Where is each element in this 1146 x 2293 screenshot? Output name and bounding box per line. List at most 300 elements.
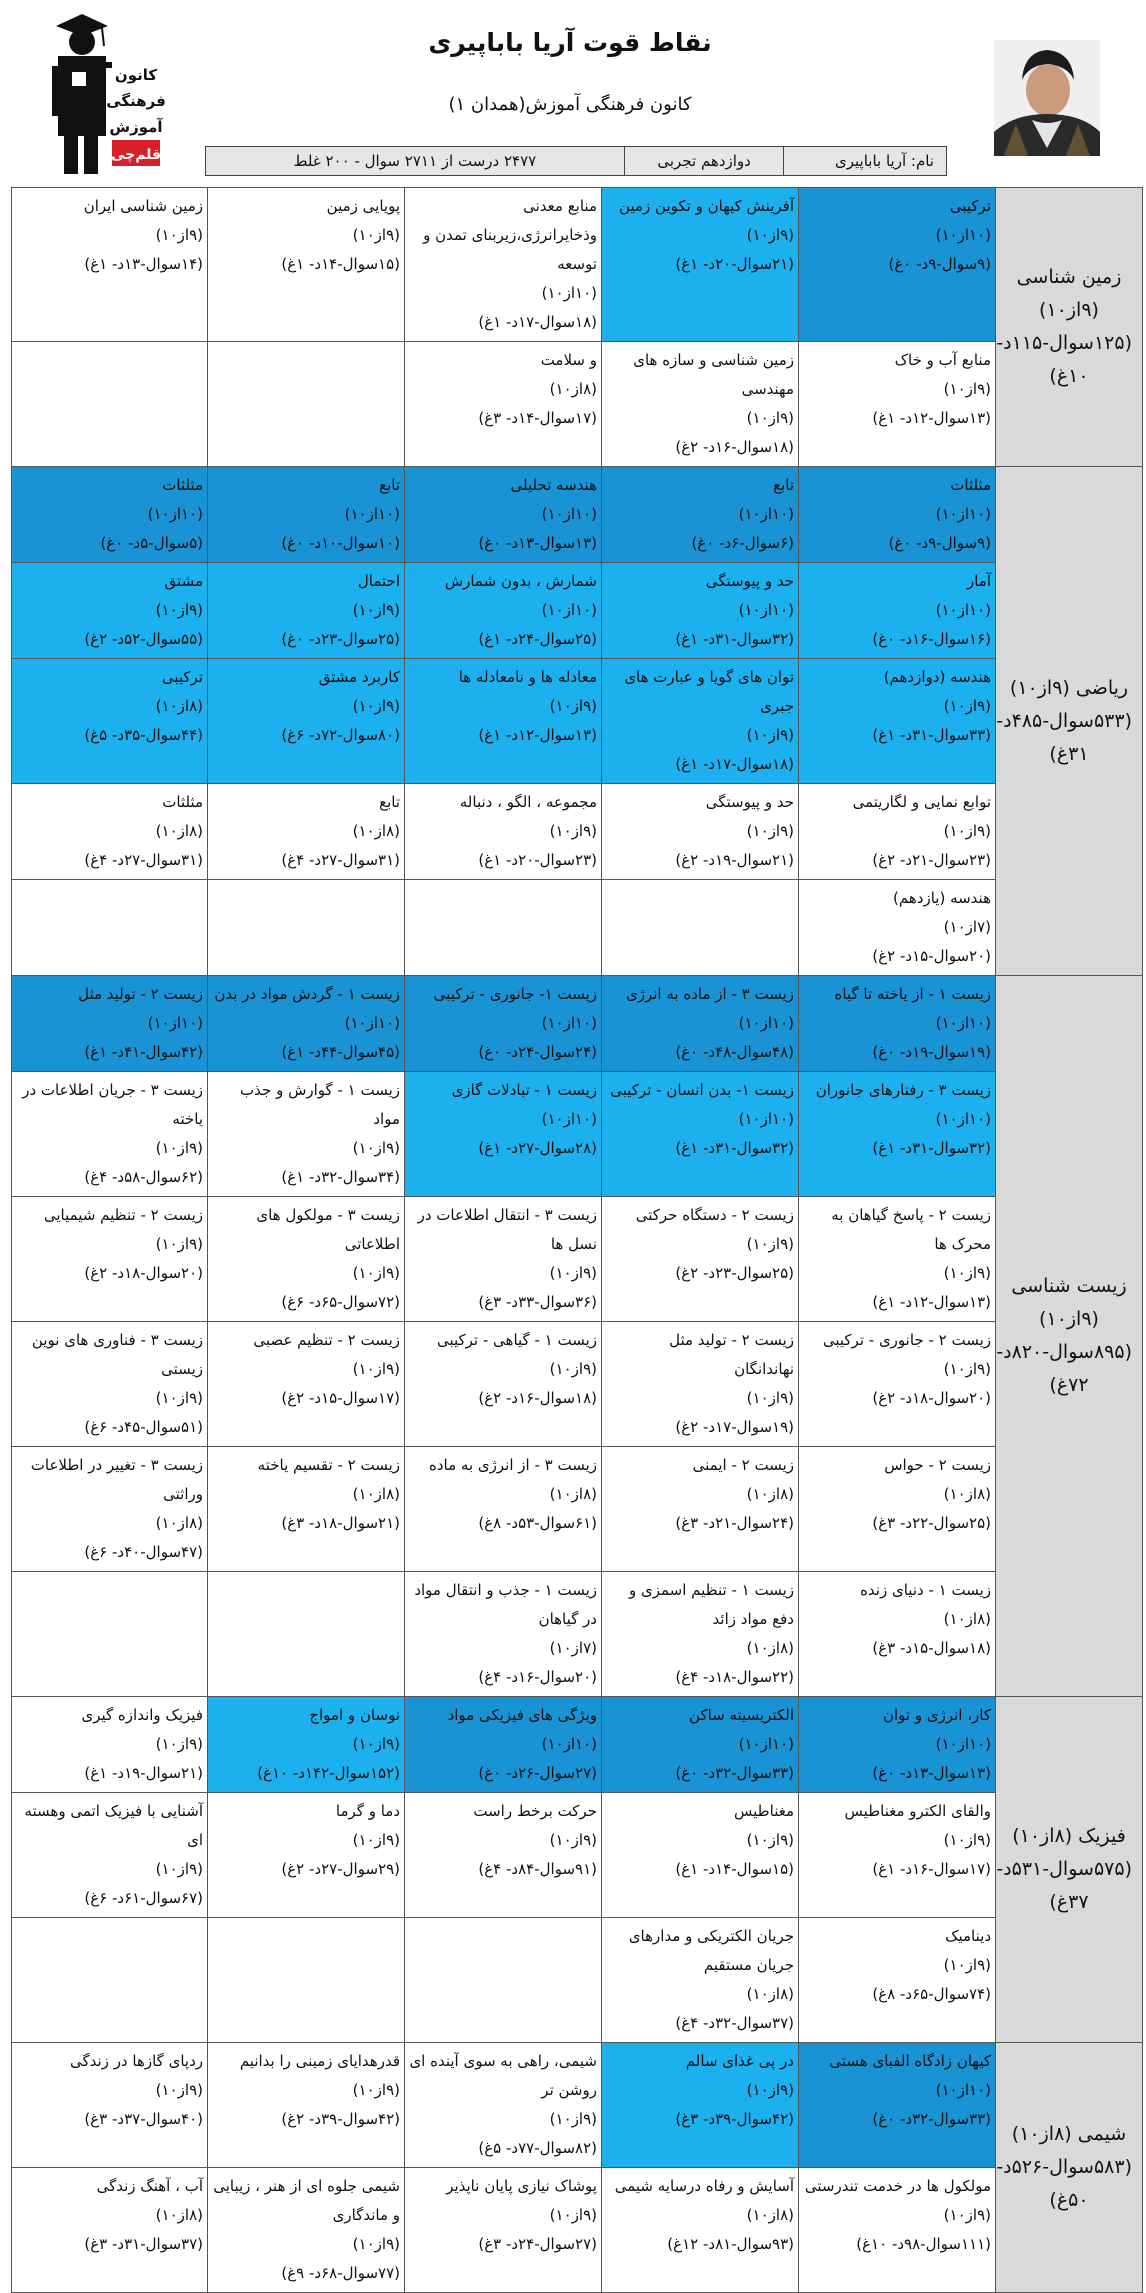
topic-cell: [799, 784, 996, 880]
topic-name: نوسان و امواج: [309, 1706, 400, 1724]
topic-cell: [12, 2168, 208, 2293]
topic-name: زیست ۱ - دنیای زنده: [860, 1581, 991, 1599]
topic-score: (۱۰از۱۰): [935, 1014, 991, 1032]
topic-name: آسایش و رفاه درسایه شیمی: [614, 2177, 794, 2195]
topic-row: [12, 880, 1143, 976]
topic-cell: [12, 1697, 208, 1793]
topic-counts: (۱۳سوال-۱۳د- ۰غ): [872, 1764, 991, 1782]
subject-summary: ریاضی (۹از۱۰) (۵۳۳سوال-۴۸۵د- ۳۱غ): [996, 467, 1143, 976]
topic-score: (۱۰از۱۰): [738, 505, 794, 523]
topic-name: زیست ۳ - جریان اطلاعات در یاخته: [22, 1081, 203, 1128]
topic-name: تابع: [379, 793, 400, 811]
topic-counts: (۸۰سوال-۷۲د- ۶غ): [281, 726, 400, 744]
topic-counts: (۲۷سوال-۲۶د- ۰غ): [478, 1764, 597, 1782]
topic-score: (۹از۱۰): [549, 1831, 597, 1849]
topic-name: زیست ۲ - تقسیم یاخته: [257, 1456, 400, 1474]
subject-summary: زیست شناسی (۹از۱۰) (۸۹۵سوال-۸۲۰د- ۷۲غ): [996, 976, 1143, 1697]
topic-cell: [208, 1793, 405, 1918]
topic-score: (۹از۱۰): [155, 601, 203, 619]
topic-counts: (۹سوال-۹د- ۰غ): [888, 534, 991, 552]
topic-row: [12, 467, 1143, 563]
topic-score: (۹از۱۰): [352, 2235, 400, 2253]
logo-graphic: [48, 6, 166, 182]
topic-cell: [602, 2168, 799, 2293]
topic-counts: (۱۷سوال-۱۴د- ۳غ): [478, 409, 597, 427]
topic-score: (۱۰از۱۰): [935, 1110, 991, 1128]
topic-cell: [602, 1793, 799, 1918]
topic-cell: [799, 1197, 996, 1322]
topic-cell: [602, 659, 799, 784]
topic-score: (۹از۱۰): [155, 1139, 203, 1157]
logo-text-3: آموزش: [109, 118, 163, 136]
topic-name: زیست ۲ - تولید مثل نهاندانگان: [669, 1331, 794, 1378]
topic-counts: (۱۳سوال-۱۲د- ۱غ): [478, 726, 597, 744]
topic-score: (۱۰از۱۰): [541, 1014, 597, 1032]
topic-counts: (۱۵سوال-۱۴د- ۱غ): [281, 255, 400, 273]
topic-name: زیست ۲ - حواس: [884, 1456, 991, 1474]
topic-cell: [602, 1918, 799, 2043]
topic-score: (۹از۱۰): [352, 1735, 400, 1753]
topic-cell: [799, 1918, 996, 2043]
topic-score: (۱۰از۱۰): [541, 284, 597, 302]
topic-cell: [208, 976, 405, 1072]
topic-score: (۹از۱۰): [155, 1389, 203, 1407]
grade-field: دوازدهم تجربی: [624, 147, 784, 175]
topic-score: (۹از۱۰): [549, 2110, 597, 2128]
topic-counts: (۶۷سوال-۶۱د- ۶غ): [84, 1889, 203, 1907]
topic-row: [12, 976, 1143, 1072]
topic-name: هندسه (دوازدهم): [883, 668, 991, 686]
topic-name: زیست ۱ - گردش مواد در بدن: [214, 985, 400, 1003]
topic-counts: (۷۴سوال-۶۵د- ۸غ): [872, 1985, 991, 2003]
topic-row: [12, 563, 1143, 659]
topic-score: (۹از۱۰): [943, 2206, 991, 2224]
topic-name: زیست ۱- بدن انسان - ترکیبی: [610, 1081, 794, 1099]
topic-score: (۹از۱۰): [746, 409, 794, 427]
topic-counts: (۲۴سوال-۲۴د- ۰غ): [478, 1043, 597, 1061]
topic-score: (۷از۱۰): [549, 1639, 597, 1657]
topic-cell: [208, 563, 405, 659]
topic-name: کاربرد مشتق: [318, 668, 400, 686]
topic-counts: (۴۲سوال-۳۹د- ۳غ): [675, 2110, 794, 2128]
topic-counts: (۱۸سوال-۱۶د- ۲غ): [478, 1389, 597, 1407]
topic-name: زیست ۳ - از ماده به انرژی: [626, 985, 794, 1003]
topic-name: ردپای گازها در زندگی: [69, 2052, 203, 2070]
topic-name: جریان الکتریکی و مدارهای جریان مستقیم: [628, 1927, 794, 1974]
topic-counts: (۳۷سوال-۳۱د- ۳غ): [84, 2235, 203, 2253]
topic-cell: [208, 1697, 405, 1793]
empty-cell: [12, 1572, 208, 1697]
topic-score: (۸از۱۰): [549, 1485, 597, 1503]
student-info-bar: [205, 146, 947, 176]
avatar-icon: [994, 40, 1100, 156]
topic-counts: (۳۶سوال-۳۳د- ۳غ): [478, 1293, 597, 1311]
topic-counts: (۲۱سوال-۱۸د- ۳غ): [281, 1514, 400, 1532]
topic-score: (۸از۱۰): [155, 2206, 203, 2224]
topic-score: (۸از۱۰): [746, 2206, 794, 2224]
topic-cell: [602, 784, 799, 880]
topic-counts: (۶سوال-۶د- ۰غ): [691, 534, 794, 552]
topic-row: [12, 1322, 1143, 1447]
topic-name: منابع معدنی وذخایرانرژی،زیربنای تمدن و توسعه: [423, 197, 597, 273]
topic-counts: (۱۴سوال-۱۳د- ۱غ): [84, 255, 203, 273]
topic-name: زیست ۱ - گیاهی - ترکیبی: [436, 1331, 597, 1349]
topic-cell: [405, 1793, 602, 1918]
topic-score: (۹از۱۰): [746, 1831, 794, 1849]
topic-counts: (۲۱سوال-۱۹د- ۱غ): [84, 1764, 203, 1782]
topic-cell: [405, 976, 602, 1072]
topic-score: (۹از۱۰): [943, 822, 991, 840]
topic-cell: [799, 1793, 996, 1918]
topic-counts: (۲۵سوال-۲۳د- ۲غ): [675, 1264, 794, 1282]
topic-row: [12, 2168, 1143, 2293]
topic-cell: [405, 1447, 602, 1572]
empty-cell: [12, 1918, 208, 2043]
topic-cell: [602, 1447, 799, 1572]
topic-cell: [405, 342, 602, 467]
topic-cell: [208, 2168, 405, 2293]
topic-counts: (۷۲سوال-۶۵د- ۶غ): [281, 1293, 400, 1311]
topic-row: [12, 1572, 1143, 1697]
topic-score: (۱۰از۱۰): [541, 1735, 597, 1753]
topic-name: ترکیبی: [949, 197, 991, 215]
topic-score: (۹از۱۰): [352, 601, 400, 619]
topic-cell: [12, 1072, 208, 1197]
topic-counts: (۳۷سوال-۳۲د- ۴غ): [675, 2014, 794, 2032]
topic-score: (۹از۱۰): [943, 697, 991, 715]
topic-name: فیزیک واندازه گیری: [81, 1706, 203, 1724]
topic-score: (۹از۱۰): [352, 1139, 400, 1157]
topic-name: دینامیک: [945, 1927, 991, 1945]
topic-cell: [12, 1322, 208, 1447]
topic-name: الکتریسیته ساکن: [689, 1706, 794, 1724]
topic-counts: (۱۶سوال-۱۶د- ۰غ): [872, 630, 991, 648]
topic-name: تابع: [773, 476, 794, 494]
topic-counts: (۲۵سوال-۲۳د- ۰غ): [281, 630, 400, 648]
topic-cell: [208, 659, 405, 784]
topic-score: (۷از۱۰): [943, 918, 991, 936]
topic-score: (۸از۱۰): [155, 1514, 203, 1532]
topic-score: (۹از۱۰): [352, 1360, 400, 1378]
topic-counts: (۱۸سوال-۱۶د- ۲غ): [675, 438, 794, 456]
topic-score: (۱۰از۱۰): [935, 505, 991, 523]
topic-score: (۹از۱۰): [549, 1264, 597, 1282]
topic-name: منابع آب و خاک: [894, 351, 991, 369]
page-title: نقاط قوت آریا باباپیری: [428, 28, 712, 57]
topic-name: زیست ۳ - تغییر در اطلاعات وراثتی: [30, 1456, 203, 1503]
topic-counts: (۴۸سوال-۴۸د- ۰غ): [675, 1043, 794, 1061]
topic-score: (۱۰از۱۰): [541, 1110, 597, 1128]
topic-score: (۱۰از۱۰): [935, 226, 991, 244]
topic-name: مثلثات: [162, 793, 203, 811]
topic-cell: [405, 188, 602, 342]
topic-score: (۹از۱۰): [352, 697, 400, 715]
topic-counts: (۲۰سوال-۱۶د- ۴غ): [478, 1668, 597, 1686]
topic-row: [12, 342, 1143, 467]
topic-score: (۸از۱۰): [746, 1639, 794, 1657]
topic-cell: [208, 1072, 405, 1197]
topic-score: (۹از۱۰): [352, 1264, 400, 1282]
topic-score: (۱۰از۱۰): [738, 1014, 794, 1032]
topic-score: (۱۰از۱۰): [935, 601, 991, 619]
topic-cell: [405, 1572, 602, 1697]
topic-row: [12, 1072, 1143, 1197]
topic-counts: (۱۰سوال-۱۰د- ۰غ): [281, 534, 400, 552]
student-photo: [994, 40, 1100, 156]
topic-counts: (۹۱سوال-۸۴د- ۴غ): [478, 1860, 597, 1878]
topic-score: (۹از۱۰): [155, 1235, 203, 1253]
topic-cell: [405, 1697, 602, 1793]
topic-name: زیست ۲ - دستگاه حرکتی: [635, 1206, 794, 1224]
empty-cell: [208, 1572, 405, 1697]
topic-name: زیست ۳ - فناوری های نوین زیستی: [31, 1331, 203, 1378]
topic-counts: (۲۰سوال-۱۵د- ۲غ): [872, 947, 991, 965]
topic-name: حد و پیوستگی: [705, 572, 794, 590]
topic-name: هندسه (یازدهم): [893, 889, 991, 907]
topic-score: (۱۰از۱۰): [738, 601, 794, 619]
topic-score: (۹از۱۰): [155, 2081, 203, 2099]
topic-cell: [405, 784, 602, 880]
empty-cell: [208, 880, 405, 976]
topic-score: (۸از۱۰): [943, 1485, 991, 1503]
topic-score: (۹از۱۰): [943, 1360, 991, 1378]
topic-name: زیست ۳ - رفتارهای جانوران: [815, 1081, 991, 1099]
topic-name: زیست ۳ - انتقال اطلاعات در نسل ها: [417, 1206, 597, 1253]
topic-name: دما و گرما: [335, 1802, 400, 1820]
topic-cell: [799, 2043, 996, 2168]
topic-counts: (۶۱سوال-۵۳د- ۸غ): [478, 1514, 597, 1532]
topic-score: (۹از۱۰): [943, 1956, 991, 1974]
topic-cell: [208, 1322, 405, 1447]
topic-counts: (۱۸سوال-۱۷د- ۱غ): [675, 755, 794, 773]
topic-cell: [208, 188, 405, 342]
topic-cell: [12, 563, 208, 659]
empty-cell: [405, 1918, 602, 2043]
topic-name: زمین شناسی و سازه های مهندسی: [633, 351, 794, 398]
topic-cell: [602, 1072, 799, 1197]
overall-stats: ۲۴۷۷ درست از ۲۷۱۱ سوال - ۲۰۰ غلط: [293, 152, 537, 170]
topic-counts: (۱۷سوال-۱۶د- ۱غ): [872, 1860, 991, 1878]
topic-cell: [12, 1793, 208, 1918]
topic-name: آب ، آهنگ زندگی: [96, 2177, 203, 2195]
topic-cell: [602, 976, 799, 1072]
topic-counts: (۴۲سوال-۴۱د- ۱غ): [84, 1043, 203, 1061]
topic-score: (۹از۱۰): [746, 1389, 794, 1407]
topic-cell: [799, 2168, 996, 2293]
topic-counts: (۹۳سوال-۸۱د- ۱۲غ): [667, 2235, 794, 2253]
topic-counts: (۳۳سوال-۳۲د- ۰غ): [675, 1764, 794, 1782]
topic-counts: (۱۳سوال-۱۲د- ۱غ): [872, 1293, 991, 1311]
topic-counts: (۱۹سوال-۱۷د- ۲غ): [675, 1418, 794, 1436]
topic-score: (۸از۱۰): [549, 380, 597, 398]
topic-counts: (۸۲سوال-۷۷د- ۵غ): [478, 2139, 597, 2157]
topic-name: زیست ۲ - تولید مثل: [78, 985, 203, 1003]
topic-counts: (۱۸سوال-۱۵د- ۳غ): [872, 1639, 991, 1657]
topic-counts: (۳۲سوال-۳۱د- ۱غ): [872, 1139, 991, 1157]
topic-name: حد و پیوستگی: [705, 793, 794, 811]
topic-name: پویایی زمین: [326, 197, 400, 215]
topic-cell: [799, 659, 996, 784]
logo-text-4: قلم‌چی: [110, 147, 162, 163]
topic-cell: [602, 1572, 799, 1697]
topic-cell: [405, 1322, 602, 1447]
topic-score: (۱۰از۱۰): [147, 1014, 203, 1032]
topic-name: شیمی، راهی به سوی آینده ای روشن تر: [409, 2052, 597, 2099]
topic-name: مغناطیس: [734, 1802, 794, 1820]
logo-text-2: فرهنگی: [106, 92, 166, 110]
topic-row: [12, 1918, 1143, 2043]
topic-counts: (۶۲سوال-۵۸د- ۴غ): [84, 1168, 203, 1186]
topic-cell: [799, 342, 996, 467]
topic-counts: (۱۷سوال-۱۵د- ۲غ): [281, 1389, 400, 1407]
topic-score: (۱۰از۱۰): [344, 1014, 400, 1032]
topic-cell: [208, 1447, 405, 1572]
topic-score: (۹از۱۰): [549, 697, 597, 715]
topic-counts: (۳۱سوال-۲۷د- ۴غ): [281, 851, 400, 869]
topic-name: احتمال: [357, 572, 400, 590]
topic-name: در پی غذای سالم: [685, 2052, 794, 2070]
topic-score: (۱۰از۱۰): [541, 505, 597, 523]
topic-score: (۱۰از۱۰): [935, 2081, 991, 2099]
topic-counts: (۲۹سوال-۲۷د- ۲غ): [281, 1860, 400, 1878]
topic-score: (۱۰از۱۰): [935, 1735, 991, 1753]
topic-counts: (۱۹سوال-۱۹د- ۰غ): [872, 1043, 991, 1061]
topic-counts: (۱۳سوال-۱۳د- ۰غ): [478, 534, 597, 552]
topic-score: (۹از۱۰): [352, 2081, 400, 2099]
topic-name: هندسه تحلیلی: [510, 476, 597, 494]
topic-name: زیست ۲ - تنظیم عصبی: [253, 1331, 400, 1349]
topic-name: زیست ۱ - تبادلات گازی: [451, 1081, 597, 1099]
topic-name: کیهان زادگاه الفبای هستی: [829, 2052, 991, 2070]
topic-name: شیمی جلوه ای از هنر ، زیبایی و ماندگاری: [213, 2177, 400, 2224]
topic-score: (۹از۱۰): [155, 1860, 203, 1878]
topic-score: (۸از۱۰): [155, 822, 203, 840]
topic-cell: [602, 467, 799, 563]
topic-cell: [208, 467, 405, 563]
topic-cell: [12, 1447, 208, 1572]
topic-cell: [405, 2168, 602, 2293]
topic-name: معادله ها و نامعادله ها: [458, 668, 597, 686]
topic-cell: [405, 1197, 602, 1322]
topic-name: مشتق: [164, 572, 203, 590]
topic-cell: [602, 188, 799, 342]
topic-counts: (۳۳سوال-۳۱د- ۱غ): [872, 726, 991, 744]
topic-score: (۹از۱۰): [746, 822, 794, 840]
topic-cell: [799, 1322, 996, 1447]
topic-row: [12, 784, 1143, 880]
topic-counts: (۳۳سوال-۳۲د- ۰غ): [872, 2110, 991, 2128]
topic-cell: [405, 2043, 602, 2168]
topic-counts: (۲۷سوال-۲۴د- ۳غ): [478, 2235, 597, 2253]
topic-cell: [602, 1197, 799, 1322]
topic-counts: (۹سوال-۹د- ۰غ): [888, 255, 991, 273]
topic-name: زیست ۲ - تنظیم شیمیایی: [43, 1206, 203, 1224]
topic-row: [12, 1447, 1143, 1572]
topic-counts: (۲۱سوال-۲۰د- ۱غ): [675, 255, 794, 273]
topic-counts: (۴۲سوال-۳۹د- ۲غ): [281, 2110, 400, 2128]
logo-text-1: کانون: [114, 66, 158, 84]
topic-cell: [799, 1447, 996, 1572]
school-name: کانون فرهنگی آموزش(همدان ۱): [448, 94, 692, 115]
topic-name: زیست ۲ - پاسخ گیاهان به محرک ها: [831, 1206, 991, 1253]
topic-cell: [799, 563, 996, 659]
topic-name: مثلثات: [950, 476, 991, 494]
topic-cell: [602, 342, 799, 467]
empty-cell: [405, 880, 602, 976]
topic-row: [12, 1793, 1143, 1918]
topic-cell: [405, 659, 602, 784]
topic-score: (۹از۱۰): [549, 822, 597, 840]
student-name: نام: آریا باباپیری: [783, 147, 946, 175]
topic-score: (۹از۱۰): [746, 726, 794, 744]
topic-name: زیست ۱ - گوارش و جذب مواد: [240, 1081, 400, 1128]
topic-counts: (۲۳سوال-۲۱د- ۲غ): [872, 851, 991, 869]
subject-summary: شیمی (۸از۱۰) (۵۸۳سوال-۵۲۶د- ۵۰غ): [996, 2043, 1143, 2293]
topic-cell: [208, 784, 405, 880]
topic-cell: [12, 188, 208, 342]
topic-score: (۱۰از۱۰): [147, 505, 203, 523]
topic-counts: (۳۲سوال-۳۱د- ۱غ): [675, 1139, 794, 1157]
topic-name: زیست ۲ - جانوری - ترکیبی: [822, 1331, 991, 1349]
topic-cell: [12, 2043, 208, 2168]
empty-cell: [12, 880, 208, 976]
topic-counts: (۲۸سوال-۲۷د- ۱غ): [478, 1139, 597, 1157]
topic-cell: [12, 1197, 208, 1322]
topic-cell: [799, 880, 996, 976]
topic-cell: [208, 2043, 405, 2168]
topic-counts: (۳۲سوال-۳۱د- ۱غ): [675, 630, 794, 648]
topic-row: [12, 1197, 1143, 1322]
topic-cell: [405, 563, 602, 659]
topic-counts: (۱۵۲سوال-۱۴۲د- ۱۰غ): [257, 1764, 400, 1782]
topic-cell: [12, 976, 208, 1072]
topic-score: (۹از۱۰): [549, 1360, 597, 1378]
topic-score: (۸از۱۰): [155, 697, 203, 715]
topic-counts: (۲۲سوال-۱۸د- ۴غ): [675, 1668, 794, 1686]
topic-score: (۹از۱۰): [155, 226, 203, 244]
topic-cell: [208, 1197, 405, 1322]
topic-counts: (۲۱سوال-۱۹د- ۲غ): [675, 851, 794, 869]
topic-counts: (۲۵سوال-۲۴د- ۱غ): [478, 630, 597, 648]
topic-name: تابع: [379, 476, 400, 494]
topic-score: (۱۰از۱۰): [738, 1110, 794, 1128]
topic-name: توان های گویا و عبارت های جبری: [624, 668, 794, 715]
topic-name: مجموعه ، الگو ، دنباله: [459, 793, 597, 811]
topic-score: (۱۰از۱۰): [738, 1735, 794, 1753]
topic-row: [12, 659, 1143, 784]
topic-counts: (۱۳سوال-۱۲د- ۱غ): [872, 409, 991, 427]
topic-counts: (۱۵سوال-۱۴د- ۱غ): [675, 1860, 794, 1878]
topic-cell: [799, 467, 996, 563]
topic-name: زیست ۲ - ایمنی: [692, 1456, 794, 1474]
topic-name: و سلامت: [540, 351, 597, 369]
topic-score: (۹از۱۰): [746, 1235, 794, 1253]
topic-cell: [12, 784, 208, 880]
topic-name: زیست ۱ - تنظیم اسمزی و دفع مواد زائد: [628, 1581, 794, 1628]
topic-name: آشنایی با فیزیک اتمی وهسته ای: [24, 1802, 203, 1849]
topic-counts: (۱۱۱سوال-۹۸د- ۱۰غ): [856, 2235, 991, 2253]
topic-score: (۸از۱۰): [943, 1610, 991, 1628]
topic-cell: [799, 1072, 996, 1197]
topic-cell: [12, 659, 208, 784]
topic-name: حرکت برخط راست: [473, 1802, 597, 1820]
topic-name: زیست ۱ - جذب و انتقال مواد در گیاهان: [414, 1581, 597, 1628]
topic-score: (۹از۱۰): [352, 226, 400, 244]
topic-counts: (۲۵سوال-۲۲د- ۳غ): [872, 1514, 991, 1532]
topic-cell: [799, 1572, 996, 1697]
topic-score: (۹از۱۰): [352, 1831, 400, 1849]
topic-cell: [799, 976, 996, 1072]
